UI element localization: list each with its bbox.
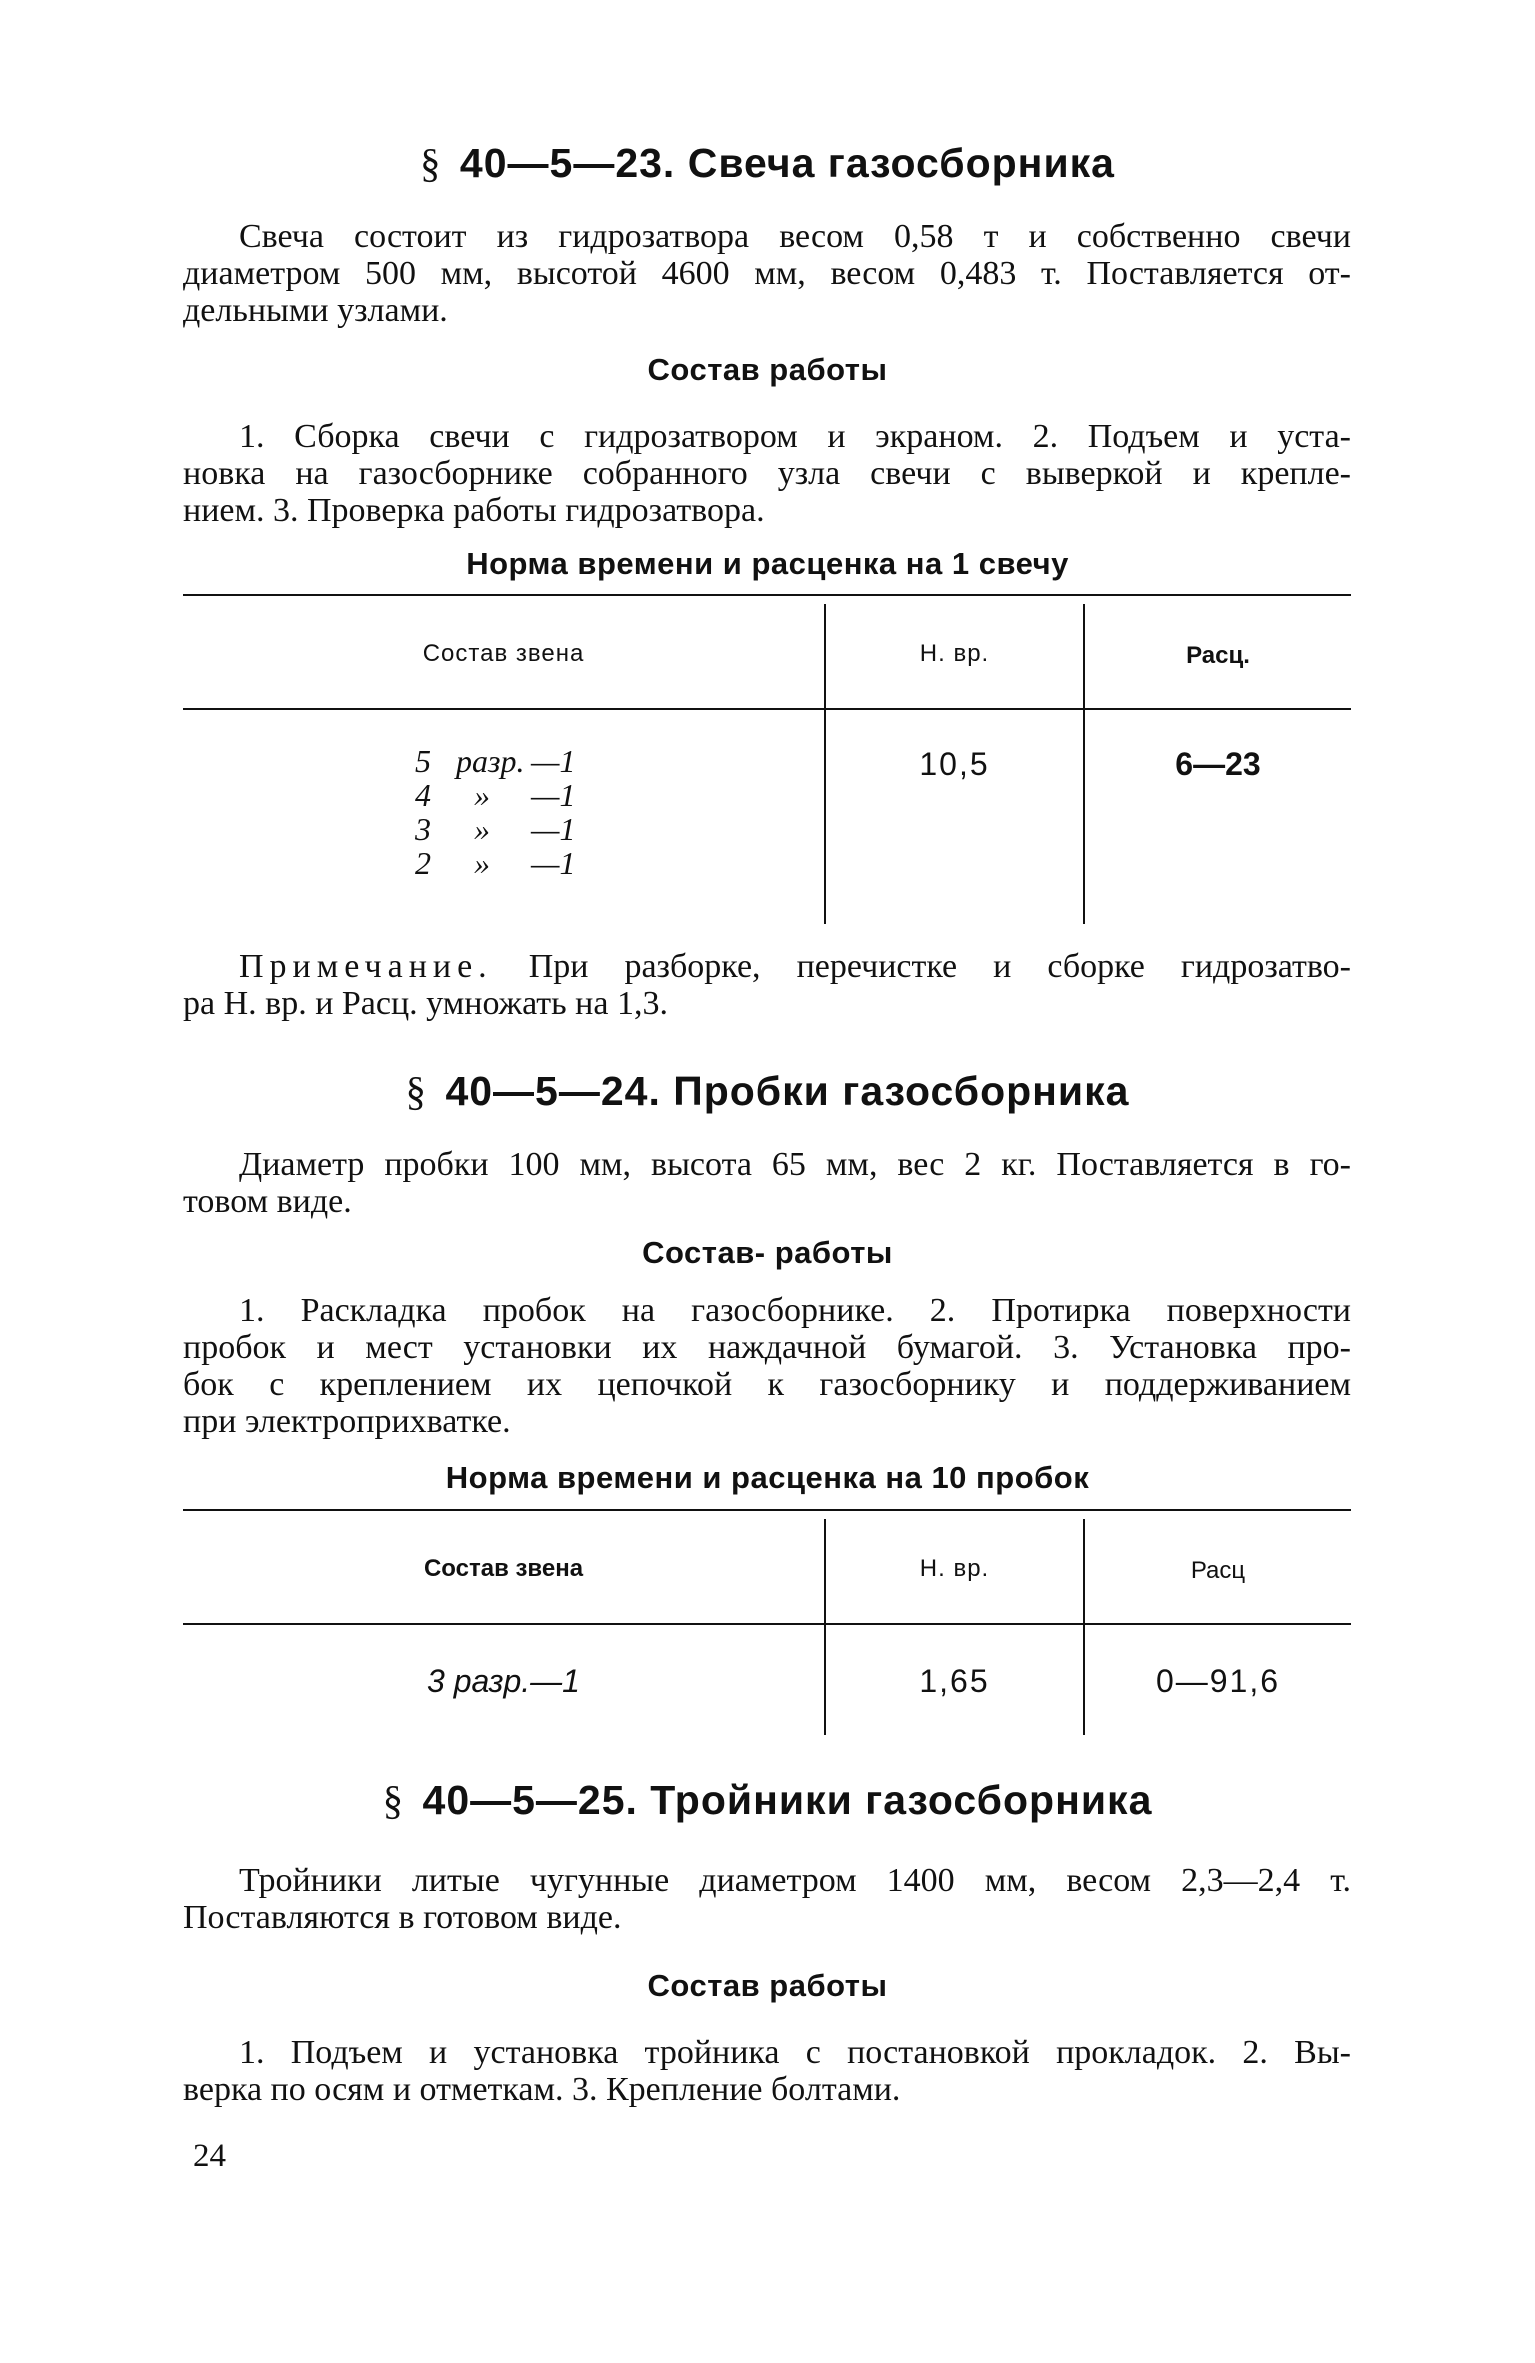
column-header-time-norm: Н. вр. [919, 640, 990, 667]
section-title-40-5-24 [0, 1068, 1535, 1114]
section-title-text: 40—5—25. Тройники газосборника [422, 1777, 1153, 1823]
grade-number: 5 [415, 743, 431, 779]
text-line: дельными узлами. [183, 292, 448, 329]
table-header-rule [183, 1623, 1351, 1625]
text-line: Тройники литые чугунные диаметром 1400 мм, весом 2,3—2,4 т. [239, 1862, 1351, 1899]
grade-count-column [531, 744, 591, 880]
grade-number: 4 [415, 777, 431, 813]
column-header-rate: Расц. [1186, 642, 1250, 669]
column-header-time-norm: Н. вр. [919, 1555, 990, 1582]
page-number: 24 [193, 2138, 226, 2174]
time-norm-value: 1,65 [919, 1663, 990, 1699]
text-line: нием. 3. Проверка работы гидрозатвора. [183, 492, 765, 529]
grade-number: 3 [415, 811, 431, 847]
norm-table-1 [183, 594, 1351, 924]
section-intro [183, 1862, 1351, 1936]
text-line: 1. Сборка свечи с гидрозатвором и экраном. 2. Подъем и уста- [239, 418, 1351, 455]
rate-value: 0—91,6 [1155, 1663, 1281, 1699]
work-description [183, 1292, 1351, 1440]
work-description [183, 2034, 1351, 2108]
grade-ditto: » [474, 845, 490, 881]
grade-word-column [456, 744, 536, 880]
text-line: Свеча состоит из гидрозатвора весом 0,58 т и собственно свечи [239, 218, 1351, 255]
column-divider [824, 1519, 826, 1735]
norm-table-2 [183, 1509, 1351, 1735]
grade-word: разр. [456, 743, 525, 779]
text-line: бок с креплением их цепочкой к газосборнику и поддерживанием [183, 1366, 1351, 1403]
text-line: 1. Раскладка пробок на газосборнике. 2. Протирка поверхности [239, 1292, 1351, 1329]
crew-value: 3 разр.—1 [427, 1663, 580, 1699]
grade-count: —1 [531, 743, 576, 779]
text-line: Диаметр пробки 100 мм, высота 65 мм, вес 2 кг. Поставляется в го- [239, 1146, 1351, 1183]
table-top-rule [183, 594, 1351, 596]
column-header-crew: Состав звена [423, 1555, 584, 1582]
work-description [183, 418, 1351, 529]
note-text: При разборке, перечистке и сборке гидрозатво- [528, 948, 1351, 985]
section-title-text: 40—5—24. Пробки газосборника [445, 1068, 1130, 1114]
section-sign: § [420, 140, 442, 186]
table-top-rule [183, 1509, 1351, 1511]
work-heading: Состав работы [647, 352, 888, 387]
column-header-crew: Состав звена [422, 640, 585, 667]
text-line: ра Н. вр. и Расц. умножать на 1,3. [183, 985, 668, 1022]
text-line: при электроприхватке. [183, 1403, 511, 1440]
section-sign: § [382, 1777, 405, 1823]
section-intro [183, 1146, 1351, 1220]
grade-ditto: » [474, 777, 490, 813]
text-line: 1. Подъем и установка тройника с постановкой прокладок. 2. Вы- [239, 2034, 1351, 2071]
text-line [183, 948, 1351, 985]
grade-ditto: » [474, 811, 490, 847]
norm-heading: Норма времени и расценка на 10 пробок [445, 1460, 1090, 1495]
grade-count: —1 [531, 777, 576, 813]
note-label: Примечание. [239, 948, 493, 985]
table-header-rule [183, 708, 1351, 710]
text-line: Поставляются в готовом виде. [183, 1899, 622, 1936]
section-sign: § [405, 1068, 428, 1114]
work-heading: Состав работы [647, 1968, 888, 2003]
work-heading: Состав- работы [642, 1235, 893, 1270]
grade-count: —1 [531, 811, 576, 847]
section-title-text: 40—5—23. Свеча газосборника [459, 140, 1115, 186]
norm-heading: Норма времени и расценка на 1 свечу [466, 546, 1069, 581]
section-intro [183, 218, 1351, 329]
note [183, 948, 1351, 1022]
text-line: пробок и мест установки их наждачной бумагой. 3. Установка про- [183, 1329, 1351, 1366]
grade-number: 2 [415, 845, 431, 881]
grade-count: —1 [531, 845, 576, 881]
section-title-40-5-25 [0, 1777, 1535, 1823]
text-line: товом виде. [183, 1183, 352, 1220]
time-norm-value: 10,5 [919, 746, 990, 782]
text-line: новка на газосборнике собранного узла свечи с выверкой и крепле- [183, 455, 1351, 492]
text-line: диаметром 500 мм, высотой 4600 мм, весом 0,483 т. Поставляется от- [183, 255, 1351, 292]
text-line: верка по осям и отметкам. 3. Крепление болтами. [183, 2071, 901, 2108]
column-header-rate: Расц [1190, 1557, 1246, 1584]
section-title-40-5-23 [0, 140, 1535, 186]
rate-value: 6—23 [1175, 746, 1261, 782]
column-divider [1083, 1519, 1085, 1735]
